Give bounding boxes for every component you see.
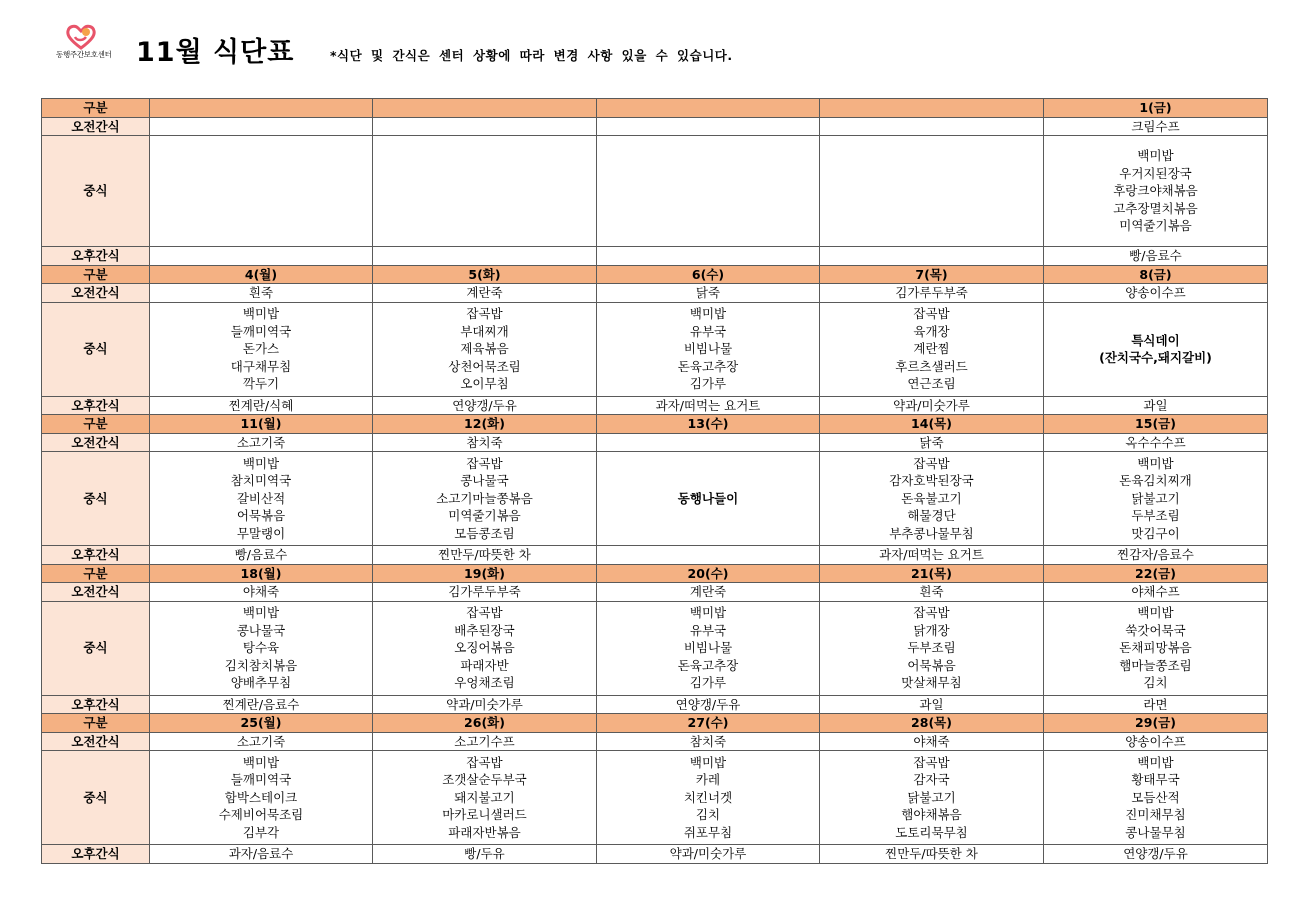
lunch-item: 감자국 <box>913 772 950 788</box>
morning-snack-cell: 야채수프 <box>1044 583 1268 602</box>
lunch-item: 감자호박된장국 <box>889 473 974 489</box>
row-label: 구분 <box>42 714 150 733</box>
date-row <box>42 415 1268 434</box>
lunch-menu-cell <box>150 452 373 546</box>
row-label: 오전간식 <box>42 583 150 602</box>
lunch-item: 배추된장국 <box>454 622 515 638</box>
row-label: 오전간식 <box>42 284 150 303</box>
lunch-item: 어묵볶음 <box>236 508 286 524</box>
lunch-row <box>42 751 1268 845</box>
afternoon-snack-row <box>42 247 1268 266</box>
morning-snack-row <box>42 732 1268 751</box>
lunch-menu-cell <box>150 302 373 396</box>
lunch-item: 백미밥 <box>242 455 280 471</box>
morning-snack-cell: 참치죽 <box>373 433 597 452</box>
lunch-item: 부추콩나물무침 <box>889 525 974 541</box>
afternoon-snack-cell <box>373 247 597 266</box>
lunch-item: 유부국 <box>689 622 727 638</box>
lunch-menu-cell <box>150 751 373 845</box>
row-label: 중식 <box>42 751 150 845</box>
notice-text: *식단 및 간식은 센터 상황에 따라 변경 사항 있을 수 있습니다. <box>330 48 733 63</box>
row-label: 오후간식 <box>42 845 150 864</box>
lunch-item: 탕수육 <box>242 640 280 656</box>
afternoon-snack-row <box>42 396 1268 415</box>
afternoon-snack-cell: 찐만두/따뜻한 차 <box>820 845 1044 864</box>
lunch-menu-cell <box>1044 601 1268 695</box>
afternoon-snack-cell <box>820 247 1044 266</box>
lunch-item: 두부조림 <box>907 640 956 656</box>
lunch-item: 백미밥 <box>1137 148 1174 164</box>
lunch-menu-cell <box>597 751 820 845</box>
meal-schedule-table <box>41 98 1268 864</box>
lunch-item: (잔치국수,돼지갈비) <box>1099 350 1212 365</box>
lunch-item: 콩나물국 <box>236 622 286 638</box>
lunch-item: 후르츠샐러드 <box>895 358 968 374</box>
heart-logo-icon <box>66 24 96 50</box>
lunch-menu-cell <box>150 136 373 247</box>
afternoon-snack-cell: 과일 <box>1044 396 1268 415</box>
afternoon-snack-cell: 약과/미숫가루 <box>373 695 597 714</box>
lunch-menu-cell <box>150 601 373 695</box>
lunch-menu-cell <box>373 751 597 845</box>
center-name: 동행주간보호센터 <box>56 50 112 59</box>
morning-snack-cell <box>373 117 597 136</box>
lunch-menu-cell <box>1044 136 1268 247</box>
afternoon-snack-cell: 찐계란/음료수 <box>150 695 373 714</box>
lunch-item: 김가루 <box>689 675 727 691</box>
lunch-item: 소고기마늘쫑볶음 <box>436 490 533 506</box>
date-cell: 18(월) <box>150 564 373 583</box>
lunch-item: 잡곡밥 <box>913 306 950 322</box>
lunch-menu-cell <box>820 302 1044 396</box>
lunch-item: 닭개장 <box>913 622 950 638</box>
afternoon-snack-cell: 연양갱/두유 <box>373 396 597 415</box>
lunch-item: 백미밥 <box>242 306 280 322</box>
lunch-item: 참치미역국 <box>230 473 292 489</box>
afternoon-snack-cell <box>597 546 820 565</box>
morning-snack-cell: 닭죽 <box>597 284 820 303</box>
morning-snack-row <box>42 284 1268 303</box>
date-cell: 13(수) <box>597 415 820 434</box>
lunch-item: 들깨미역국 <box>230 772 292 788</box>
lunch-item: 깍두기 <box>242 376 280 392</box>
morning-snack-cell: 김가루두부죽 <box>373 583 597 602</box>
date-cell: 19(화) <box>373 564 597 583</box>
morning-snack-row <box>42 583 1268 602</box>
lunch-item: 모듬산적 <box>1131 789 1180 805</box>
lunch-menu-cell <box>820 601 1044 695</box>
date-cell: 27(수) <box>597 714 820 733</box>
lunch-item: 잡곡밥 <box>466 605 503 621</box>
date-cell: 1(금) <box>1044 99 1268 118</box>
lunch-item: 김가루 <box>689 376 727 392</box>
afternoon-snack-cell: 빵/음료수 <box>1044 247 1268 266</box>
date-cell: 28(목) <box>820 714 1044 733</box>
lunch-item: 잡곡밥 <box>913 754 950 770</box>
lunch-menu-cell <box>373 136 597 247</box>
date-cell: 15(금) <box>1044 415 1268 434</box>
morning-snack-cell <box>150 117 373 136</box>
lunch-item: 미역줄기볶음 <box>448 508 521 524</box>
lunch-item: 맛살채무침 <box>901 675 962 691</box>
date-cell: 8(금) <box>1044 265 1268 284</box>
lunch-item: 비빔나물 <box>683 341 733 357</box>
lunch-item: 햄마늘쫑조림 <box>1119 657 1192 673</box>
lunch-item: 백미밥 <box>1137 605 1174 621</box>
lunch-item: 함박스테이크 <box>224 789 298 805</box>
afternoon-snack-cell: 과자/떠먹는 요거트 <box>597 396 820 415</box>
date-cell: 5(화) <box>373 265 597 284</box>
morning-snack-cell: 야채죽 <box>150 583 373 602</box>
morning-snack-cell: 계란죽 <box>373 284 597 303</box>
afternoon-snack-row <box>42 845 1268 864</box>
lunch-item: 돈육고추장 <box>677 358 739 374</box>
morning-snack-cell: 크림수프 <box>1044 117 1268 136</box>
morning-snack-cell: 닭죽 <box>820 433 1044 452</box>
lunch-item: 파래자반 <box>460 657 509 673</box>
lunch-item: 대구채무침 <box>230 358 292 374</box>
lunch-item: 오징어볶음 <box>454 640 515 656</box>
lunch-item: 잡곡밥 <box>913 455 950 471</box>
date-cell: 6(수) <box>597 265 820 284</box>
row-label: 오전간식 <box>42 117 150 136</box>
row-label: 오후간식 <box>42 396 150 415</box>
lunch-menu-cell <box>373 452 597 546</box>
date-cell: 25(월) <box>150 714 373 733</box>
lunch-item: 백미밥 <box>242 754 280 770</box>
row-label: 중식 <box>42 452 150 546</box>
lunch-item: 모듬콩조림 <box>454 525 515 541</box>
lunch-item: 김부각 <box>242 824 280 840</box>
morning-snack-cell: 양송이수프 <box>1044 732 1268 751</box>
lunch-item: 콩나물무침 <box>1125 824 1186 840</box>
lunch-item: 김치 <box>1143 675 1168 691</box>
date-cell: 12(화) <box>373 415 597 434</box>
lunch-item: 닭불고기 <box>907 789 956 805</box>
lunch-item: 잡곡밥 <box>466 754 503 770</box>
lunch-menu-cell <box>820 136 1044 247</box>
afternoon-snack-cell: 과자/떠먹는 요거트 <box>820 546 1044 565</box>
morning-snack-cell <box>597 117 820 136</box>
afternoon-snack-cell <box>150 247 373 266</box>
row-label: 구분 <box>42 415 150 434</box>
lunch-item: 마카로니샐러드 <box>442 807 527 823</box>
lunch-item: 콩나물국 <box>460 473 509 489</box>
lunch-item: 김치 <box>695 807 721 823</box>
date-row <box>42 714 1268 733</box>
lunch-item: 두부조림 <box>1131 508 1180 524</box>
row-label: 오후간식 <box>42 546 150 565</box>
row-label: 중식 <box>42 136 150 247</box>
row-label: 구분 <box>42 265 150 284</box>
morning-snack-row <box>42 433 1268 452</box>
lunch-menu-cell <box>597 136 820 247</box>
lunch-row <box>42 601 1268 695</box>
lunch-item: 계란찜 <box>913 341 950 357</box>
afternoon-snack-row <box>42 695 1268 714</box>
lunch-menu-cell <box>597 452 820 546</box>
afternoon-snack-cell: 찐계란/식혜 <box>150 396 373 415</box>
lunch-item: 오이무침 <box>460 376 509 392</box>
lunch-menu-cell <box>1044 751 1268 845</box>
lunch-row <box>42 136 1268 247</box>
lunch-item: 고추장멸치볶음 <box>1113 200 1198 216</box>
lunch-item: 제육볶음 <box>460 341 509 357</box>
morning-snack-cell <box>820 117 1044 136</box>
lunch-item: 김치참치볶음 <box>224 657 298 673</box>
afternoon-snack-cell: 빵/음료수 <box>150 546 373 565</box>
lunch-item: 백미밥 <box>1137 455 1174 471</box>
afternoon-snack-cell: 연양갱/두유 <box>1044 845 1268 864</box>
afternoon-snack-cell: 라면 <box>1044 695 1268 714</box>
lunch-item: 쑥갓어묵국 <box>1125 622 1186 638</box>
morning-snack-cell: 소고기죽 <box>150 732 373 751</box>
date-cell: 7(목) <box>820 265 1044 284</box>
lunch-item: 백미밥 <box>689 306 727 322</box>
afternoon-snack-cell: 찐만두/따뜻한 차 <box>373 546 597 565</box>
lunch-menu-cell <box>820 452 1044 546</box>
lunch-item: 우엉채조림 <box>454 675 515 691</box>
lunch-item: 쥐포무침 <box>683 824 733 840</box>
lunch-item: 돼지불고기 <box>454 789 515 805</box>
date-row <box>42 265 1268 284</box>
lunch-item: 무말랭이 <box>236 525 286 541</box>
afternoon-snack-cell: 연양갱/두유 <box>597 695 820 714</box>
lunch-item: 비빔나물 <box>683 640 733 656</box>
lunch-item: 들깨미역국 <box>230 323 292 339</box>
lunch-menu-cell <box>820 751 1044 845</box>
morning-snack-row <box>42 117 1268 136</box>
lunch-item: 특식데이 <box>1131 332 1180 348</box>
afternoon-snack-cell: 과자/음료수 <box>150 845 373 864</box>
page-header <box>0 0 1300 90</box>
morning-snack-cell: 계란죽 <box>597 583 820 602</box>
afternoon-snack-cell: 찐감자/음료수 <box>1044 546 1268 565</box>
lunch-item: 상천어묵조림 <box>448 358 521 374</box>
lunch-item: 치킨너겟 <box>683 789 733 805</box>
row-label: 오후간식 <box>42 247 150 266</box>
date-cell <box>150 99 373 118</box>
lunch-item: 해물경단 <box>907 508 956 524</box>
lunch-item: 양배추무침 <box>230 675 292 691</box>
meal-schedule-body <box>42 99 1268 864</box>
lunch-item: 백미밥 <box>1137 754 1174 770</box>
morning-snack-cell: 참치죽 <box>597 732 820 751</box>
row-label: 중식 <box>42 302 150 396</box>
lunch-item: 도토리묵무침 <box>895 824 968 840</box>
lunch-item: 진미채무침 <box>1125 807 1186 823</box>
morning-snack-cell: 양송이수프 <box>1044 284 1268 303</box>
lunch-item: 잡곡밥 <box>466 455 503 471</box>
date-cell: 29(금) <box>1044 714 1268 733</box>
afternoon-snack-cell: 과일 <box>820 695 1044 714</box>
lunch-item: 어묵볶음 <box>907 657 956 673</box>
date-cell <box>597 99 820 118</box>
lunch-menu-cell <box>597 302 820 396</box>
lunch-item: 돈채피망볶음 <box>1119 640 1192 656</box>
lunch-item: 부대찌개 <box>460 323 509 339</box>
lunch-item: 육개장 <box>913 323 950 339</box>
lunch-item: 잡곡밥 <box>466 306 503 322</box>
date-cell: 22(금) <box>1044 564 1268 583</box>
morning-snack-cell: 흰죽 <box>150 284 373 303</box>
lunch-item: 햄야채볶음 <box>901 807 962 823</box>
lunch-item: 닭불고기 <box>1131 490 1180 506</box>
lunch-menu-cell <box>1044 452 1268 546</box>
date-cell <box>820 99 1044 118</box>
afternoon-snack-row <box>42 546 1268 565</box>
lunch-item: 카레 <box>695 772 721 788</box>
lunch-item: 파래자반볶음 <box>448 824 521 840</box>
morning-snack-cell: 소고기죽 <box>150 433 373 452</box>
row-label: 오전간식 <box>42 732 150 751</box>
lunch-item: 백미밥 <box>242 605 280 621</box>
row-label: 중식 <box>42 601 150 695</box>
afternoon-snack-cell: 약과/미숫가루 <box>820 396 1044 415</box>
date-cell: 4(월) <box>150 265 373 284</box>
lunch-menu-cell <box>373 601 597 695</box>
lunch-item: 황태무국 <box>1131 772 1180 788</box>
row-label: 오후간식 <box>42 695 150 714</box>
date-cell: 20(수) <box>597 564 820 583</box>
date-row <box>42 564 1268 583</box>
morning-snack-cell: 옥수수수프 <box>1044 433 1268 452</box>
lunch-item: 우거지된장국 <box>1119 165 1192 181</box>
lunch-item: 돈육김치찌개 <box>1119 473 1192 489</box>
lunch-item: 연근조림 <box>907 376 956 392</box>
morning-snack-cell <box>597 433 820 452</box>
lunch-item: 수제비어묵조림 <box>218 807 304 823</box>
center-logo <box>56 24 112 72</box>
lunch-item: 백미밥 <box>689 754 727 770</box>
lunch-item: 돈가스 <box>242 341 280 357</box>
lunch-menu-cell <box>373 302 597 396</box>
date-row <box>42 99 1268 118</box>
lunch-row <box>42 452 1268 546</box>
date-cell: 11(월) <box>150 415 373 434</box>
lunch-item: 돈육불고기 <box>901 490 962 506</box>
lunch-item: 동행나들이 <box>677 490 739 506</box>
lunch-item: 맛김구이 <box>1131 525 1180 541</box>
date-cell: 14(목) <box>820 415 1044 434</box>
afternoon-snack-cell: 빵/두유 <box>373 845 597 864</box>
morning-snack-cell: 소고기수프 <box>373 732 597 751</box>
page-title: 11월 식단표 <box>136 37 295 68</box>
morning-snack-cell: 야채죽 <box>820 732 1044 751</box>
row-label: 구분 <box>42 99 150 118</box>
morning-snack-cell: 흰죽 <box>820 583 1044 602</box>
lunch-item: 조갯살순두부국 <box>442 772 527 788</box>
lunch-item: 백미밥 <box>689 605 727 621</box>
row-label: 오전간식 <box>42 433 150 452</box>
date-cell: 26(화) <box>373 714 597 733</box>
date-cell <box>373 99 597 118</box>
lunch-item: 돈육고추장 <box>677 657 739 673</box>
afternoon-snack-cell: 약과/미숫가루 <box>597 845 820 864</box>
lunch-item: 후랑크야채볶음 <box>1113 183 1198 199</box>
lunch-item: 미역줄기볶음 <box>1119 218 1192 234</box>
afternoon-snack-cell <box>597 247 820 266</box>
lunch-menu-cell <box>1044 302 1268 396</box>
morning-snack-cell: 김가루두부죽 <box>820 284 1044 303</box>
lunch-item: 잡곡밥 <box>913 605 950 621</box>
date-cell: 21(목) <box>820 564 1044 583</box>
lunch-item: 갈비산적 <box>236 490 286 506</box>
lunch-item: 유부국 <box>689 323 727 339</box>
lunch-menu-cell <box>597 601 820 695</box>
lunch-row <box>42 302 1268 396</box>
row-label: 구분 <box>42 564 150 583</box>
